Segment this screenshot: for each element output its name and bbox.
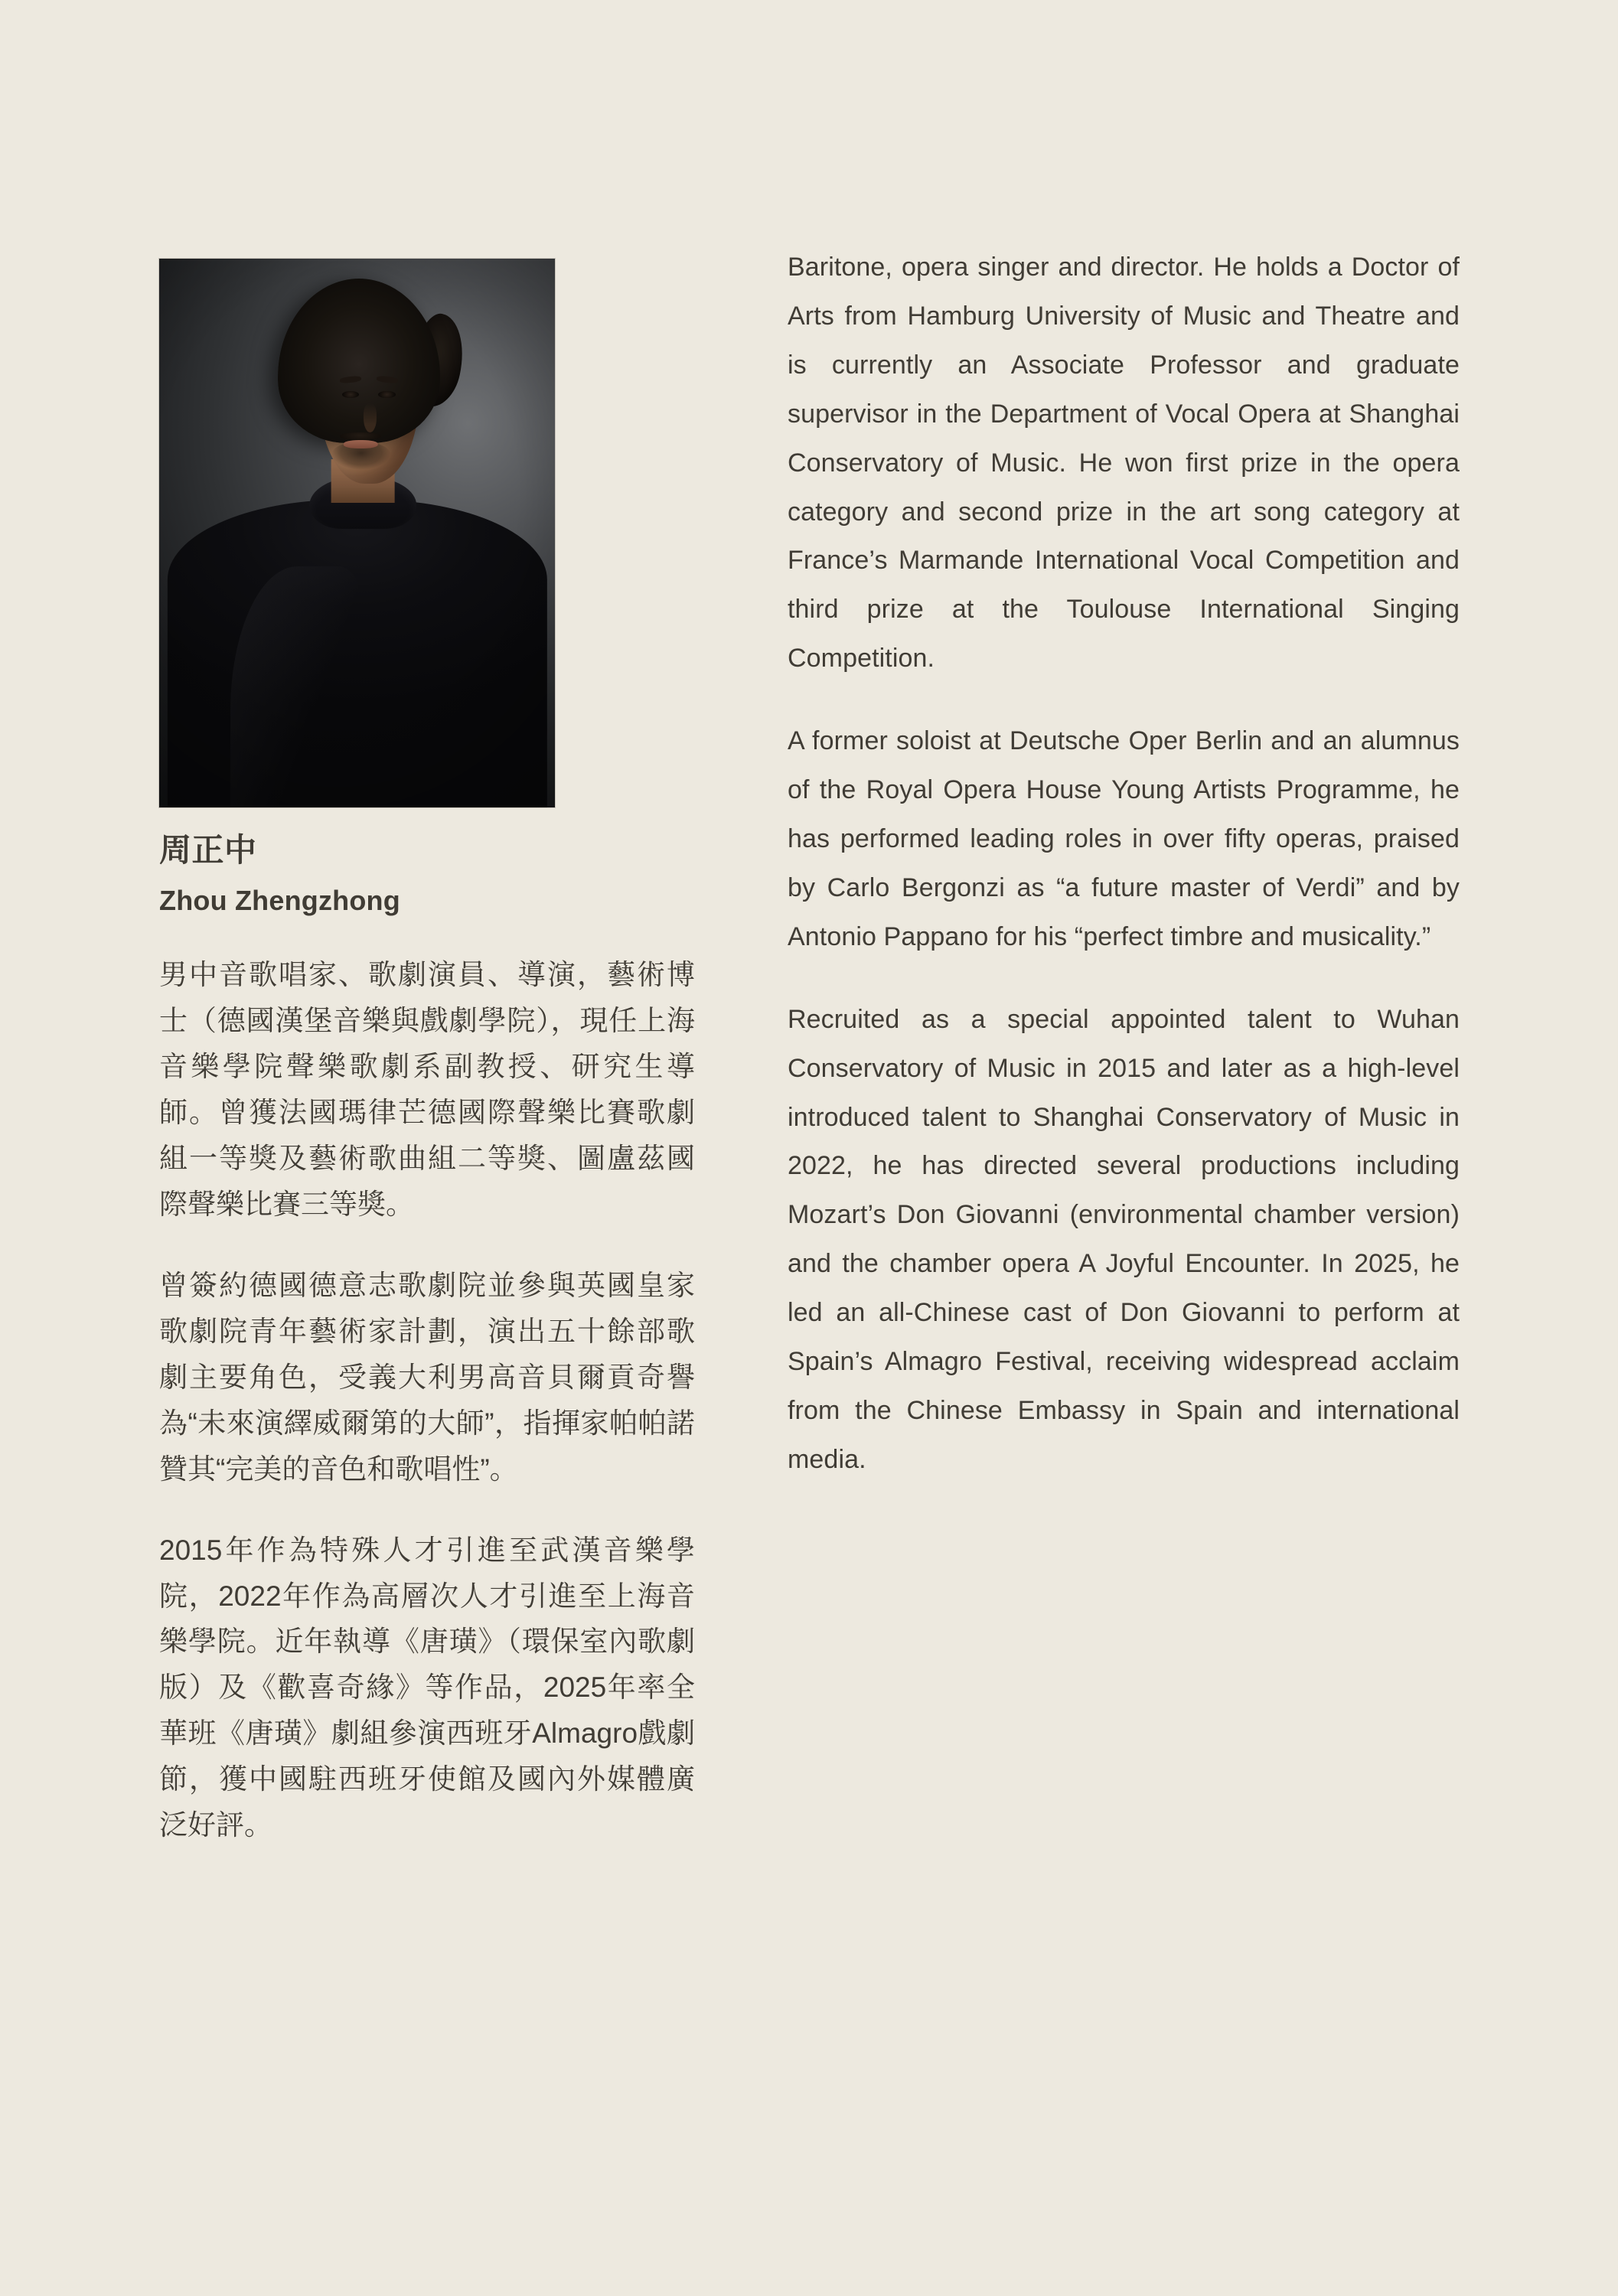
chinese-paragraph-2: 曾簽約德國德意志歌劇院並參與英國皇家歌劇院青年藝術家計劃，演出五十餘部歌劇主要角色，受義大利男高音貝爾貢奇譽為“未來演繹威爾第的大師”，指揮家帕帕諾贊其“完美的音色和歌唱性”。 [159,1269,695,1485]
portrait-vignette [159,259,555,807]
chinese-biography [159,952,696,1848]
english-paragraph-1: Baritone, opera singer and director. He holds a Doctor of Arts from Hamburg University of Music and Theatre and is currently an Associate Professor and graduate supervisor in the Department of Vocal Opera at Shanghai Conservatory of Music. He won first prize in the opera category and second prize in the art song category at France’s Marmande International Vocal Competition and third prize at the Toulouse International Singing Competition. [788,253,1460,673]
chinese-paragraph-1: 男中音歌唱家、歌劇演員、導演，藝術博士（德國漢堡音樂與戲劇學院），現任上海音樂學院聲樂歌劇系副教授、研究生導師。曾獲法國瑪律芒德國際聲樂比賽歌劇組一等獎及藝術歌曲組二等獎、圖盧茲國際聲樂比賽三等獎。 [159,959,695,1220]
artist-name-chinese: 周正中 [159,832,257,868]
chinese-paragraph-3: 2015年作為特殊人才引進至武漢音樂學院，2022年作為高層次人才引進至上海音樂學院。近年執導《唐璜》（環保室內歌劇版）及《歡喜奇緣》等作品，2025年率全華班《唐璜》劇組參演西班牙Almagro戲劇節，獲中國駐西班牙使館及國內外媒體廣泛好評。 [159,1534,695,1841]
artist-name-romanized: Zhou Zhengzhong [159,884,400,916]
artist-portrait-photo [159,259,555,807]
english-biography [788,243,1460,1485]
artist-name-block [159,830,696,918]
english-paragraph-2: A former soloist at Deutsche Oper Berlin and an alumnus of the Royal Opera House Young Artists Programme, he has performed leading roles in over fifty operas, praised by Carlo Bergonzi as “a future master of Verdi” and by Antonio Pappano for his “perfect timbre and musicality.” [788,726,1460,951]
english-paragraph-3: Recruited as a special appointed talent to Wuhan Conservatory of Music in 2015 and later as a high-level introduced talent to Shanghai Conservatory of Music in 2022, he has directed several productions including Mozart’s Don Giovanni (environmental chamber version) and the chamber opera A Joyful Encounter. In 2025, he led an all-Chinese cast of Don Giovanni to perform at Spain’s Almagro Festival, receiving widespread acclaim from the Chinese Embassy in Spain and international media. [788,1004,1460,1474]
left-column [159,259,696,1848]
